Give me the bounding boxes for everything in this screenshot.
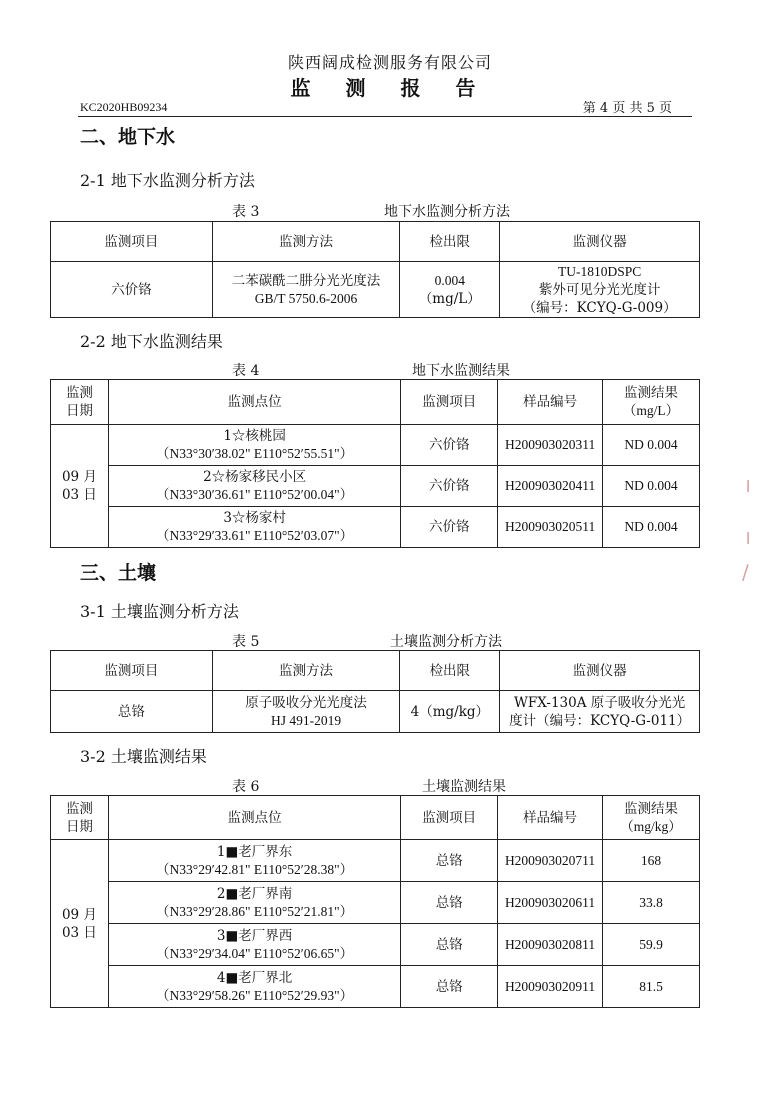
- instrument-line1: WFX-130A 原子吸收分光光: [514, 694, 686, 711]
- site-coord: （N33°30′36.61" E110°52′00.04"）: [156, 487, 354, 502]
- date-day: 03 日: [61, 487, 97, 503]
- table-row: [51, 425, 700, 466]
- site-name: 1■老厂界东: [216, 843, 293, 860]
- cell-method: [212, 262, 400, 318]
- header-date-line1: 监测: [65, 385, 93, 401]
- date-month: 09 月: [61, 469, 97, 485]
- header-result: [603, 796, 700, 840]
- groundwater-method-table: [50, 221, 700, 318]
- cell-sample: H200903020411: [498, 466, 603, 507]
- site-coord: （N33°29′34.04" E110°52′06.65"）: [156, 945, 354, 961]
- cell-result: 81.5: [603, 966, 700, 1008]
- cell-site: [108, 966, 400, 1008]
- header-result-line1: 监测结果: [624, 385, 679, 401]
- method-standard: HJ 491-2019: [270, 712, 342, 728]
- header-site: 监测点位: [108, 796, 400, 840]
- report-title: 监 测 报 告: [290, 76, 490, 100]
- cell-result: 59.9: [603, 924, 700, 966]
- cell-limit: 4（mg/kg）: [400, 691, 500, 733]
- groundwater-method-heading: 2-1 地下水监测分析方法: [80, 171, 255, 190]
- header-method: 监测方法: [212, 651, 400, 691]
- method-line: 原子吸收分光光度法: [245, 694, 367, 711]
- site-name: 2■老厂界南: [216, 885, 293, 902]
- header-result-line1: 监测结果: [624, 800, 679, 817]
- header-instrument: 监测仪器: [500, 222, 700, 262]
- soil-method-heading: 3-1 土壤监测分析方法: [80, 602, 239, 621]
- table-row: [51, 924, 700, 966]
- header-result-unit: （mg/L）: [622, 403, 680, 418]
- header-result-unit: （mg/kg）: [620, 818, 682, 834]
- site-name: 3■老厂界西: [216, 927, 293, 944]
- table-header-row: [51, 796, 700, 840]
- table-row: [51, 466, 700, 507]
- cell-limit: [400, 262, 500, 318]
- site-coord: （N33°29′28.86" E110°52′21.81"）: [156, 903, 354, 919]
- table5-number: 表 5: [232, 634, 260, 650]
- date-month: 09 月: [61, 906, 97, 923]
- cell-item: 六价铬: [401, 466, 498, 507]
- cell-item: 总铬: [401, 924, 498, 966]
- table4-title: 地下水监测结果: [412, 363, 510, 379]
- limit-value: 0.004: [434, 272, 465, 288]
- groundwater-results-table: [50, 379, 700, 548]
- cell-sample: H200903020811: [498, 924, 603, 966]
- cell-item: 总铬: [51, 691, 213, 733]
- cell-sample: H200903020911: [498, 966, 603, 1008]
- table-header-row: [51, 222, 700, 262]
- header-date: [51, 380, 109, 425]
- site-name: 1☆核桃园: [223, 428, 286, 444]
- header-sample: 样品编号: [498, 380, 603, 425]
- soil-results-heading: 3-2 土壤监测结果: [80, 747, 207, 766]
- header-sample: 样品编号: [498, 796, 603, 840]
- header-date: [51, 796, 109, 840]
- site-coord: （N33°30′38.02" E110°52′55.51"）: [156, 446, 354, 461]
- cell-site: [108, 924, 400, 966]
- cell-sample: H200903020511: [498, 507, 603, 548]
- cell-result: ND 0.004: [603, 466, 700, 507]
- cell-item: 六价铬: [401, 425, 498, 466]
- table3-title: 地下水监测分析方法: [384, 204, 510, 220]
- table6-title: 土壤监测结果: [422, 779, 506, 795]
- section-soil-heading: 三、土壤: [80, 562, 157, 584]
- table-header-row: [51, 380, 700, 425]
- table-row: [51, 691, 700, 733]
- cell-date: [51, 425, 109, 548]
- report-number: KC2020HB09234: [80, 100, 168, 114]
- table4-number: 表 4: [232, 363, 260, 379]
- header-result: [603, 380, 700, 425]
- table-row: [51, 262, 700, 318]
- header-site: 监测点位: [108, 380, 400, 425]
- table-row: [51, 966, 700, 1008]
- method-standard: GB/T 5750.6-2006: [254, 290, 358, 306]
- company-name: 陕西阔成检测服务有限公司: [287, 53, 492, 72]
- header-date-line2: 日期: [65, 818, 93, 835]
- instrument-model: TU-1810DSPC: [558, 263, 642, 279]
- cell-site: [108, 882, 400, 924]
- instrument-id: （编号：KCYQ-G-009）: [522, 299, 677, 316]
- method-line: 二苯碳酰二肼分光光度法: [231, 272, 381, 289]
- cell-site: [108, 466, 400, 507]
- limit-unit: （mg/L）: [418, 290, 481, 307]
- cell-result: ND 0.004: [603, 507, 700, 548]
- site-coord: （N33°29′42.81" E110°52′28.38"）: [156, 861, 354, 877]
- header-limit: 检出限: [400, 651, 500, 691]
- header-date-line2: 日期: [65, 403, 93, 419]
- header-method: 监测方法: [212, 222, 400, 262]
- soil-method-table: [50, 650, 700, 733]
- cell-instrument: [500, 691, 700, 733]
- soil-results-table: [50, 795, 700, 1008]
- cell-sample: H200903020711: [498, 840, 603, 882]
- table-row: [51, 882, 700, 924]
- cell-sample: H200903020611: [498, 882, 603, 924]
- header-item: 监测项目: [401, 796, 498, 840]
- cell-result: 33.8: [603, 882, 700, 924]
- cell-sample: H200903020311: [498, 425, 603, 466]
- site-name: 2☆杨家移民小区: [203, 469, 307, 485]
- date-day: 03 日: [61, 924, 97, 941]
- section-groundwater-heading: 二、地下水: [80, 126, 176, 148]
- cell-item: 总铬: [401, 882, 498, 924]
- cell-site: [108, 507, 400, 548]
- cell-site: [108, 425, 400, 466]
- table-row: [51, 507, 700, 548]
- site-name: 3☆杨家村: [223, 510, 286, 526]
- header-instrument: 监测仪器: [500, 651, 700, 691]
- header-limit: 检出限: [400, 222, 500, 262]
- instrument-line2: 度计（编号：KCYQ-G-011）: [509, 712, 691, 729]
- instrument-name: 紫外可见分光光度计: [538, 281, 661, 298]
- header-date-line1: 监测: [65, 800, 93, 817]
- groundwater-results-heading: 2-2 地下水监测结果: [80, 332, 223, 351]
- cell-result: ND 0.004: [603, 425, 700, 466]
- cell-instrument: [500, 262, 700, 318]
- header-item: 监测项目: [51, 222, 213, 262]
- table-row: [51, 840, 700, 882]
- cell-date: [51, 840, 109, 1008]
- table6-number: 表 6: [232, 779, 260, 795]
- cell-item: 六价铬: [401, 507, 498, 548]
- seal-edge-mark: ╵ ╷ ∕: [742, 480, 755, 584]
- cell-method: [212, 691, 400, 733]
- table3-number: 表 3: [232, 204, 260, 220]
- cell-result: 168: [603, 840, 700, 882]
- cell-item: 总铬: [401, 840, 498, 882]
- site-name: 4■老厂界北: [216, 969, 293, 986]
- table-header-row: [51, 651, 700, 691]
- table5-title: 土壤监测分析方法: [390, 634, 502, 650]
- site-coord: （N33°29′58.26" E110°52′29.93"）: [156, 987, 354, 1003]
- header-divider: [78, 116, 692, 117]
- page-number: 第 4 页 共 5 页: [582, 101, 672, 116]
- cell-site: [108, 840, 400, 882]
- cell-item: 总铬: [401, 966, 498, 1008]
- header-item: 监测项目: [51, 651, 213, 691]
- cell-item: 六价铬: [51, 262, 213, 318]
- site-coord: （N33°29′33.61" E110°52′03.07"）: [156, 528, 354, 543]
- header-item: 监测项目: [401, 380, 498, 425]
